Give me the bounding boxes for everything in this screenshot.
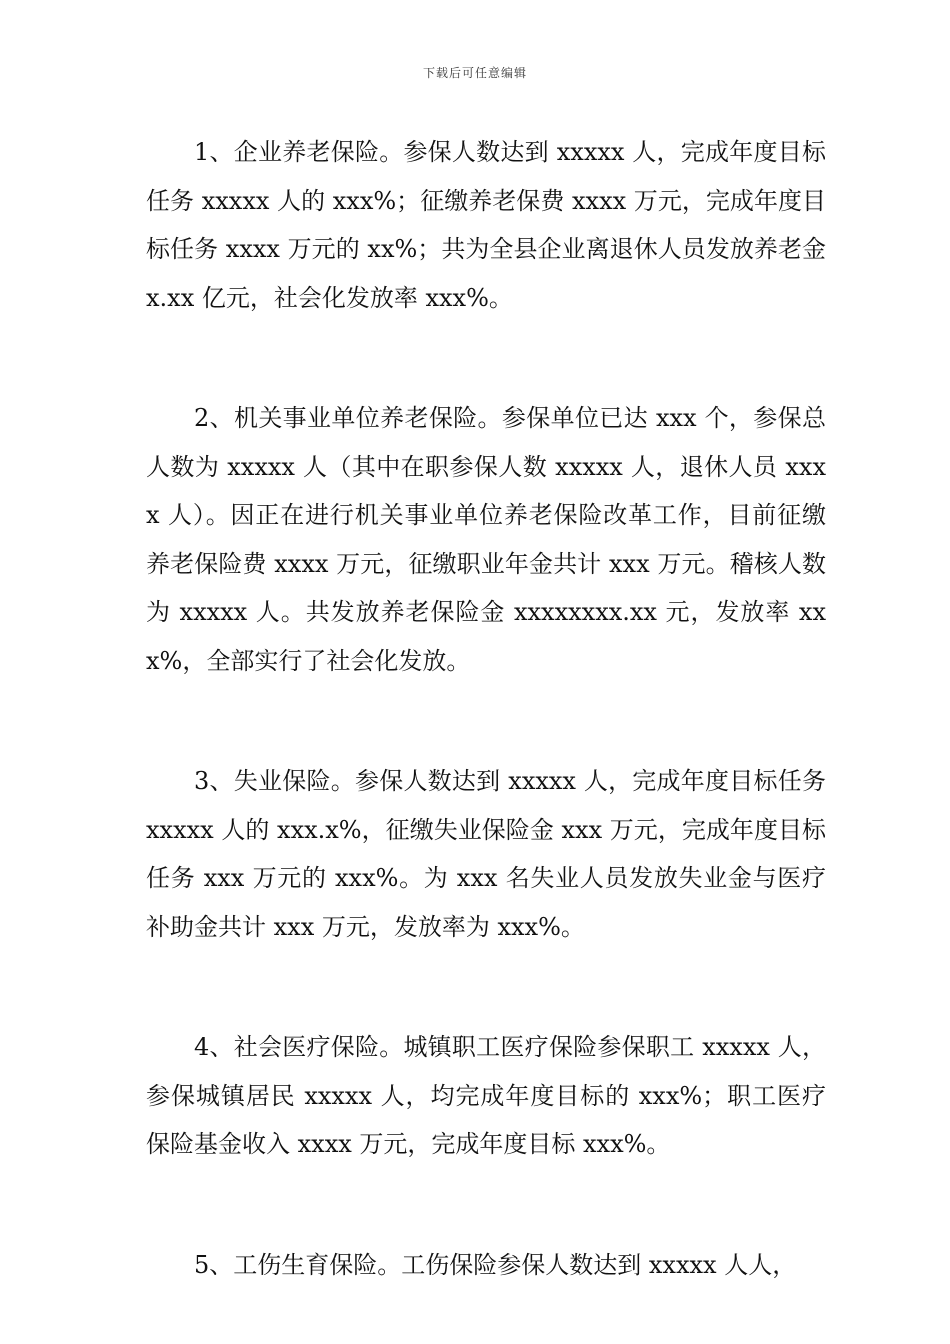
paragraph-enterprise-pension: 1、企业养老保险。参保人数达到 xxxxx 人，完成年度目标任务 xxxxx 人的 xxx%；征缴养老保费 xxxx 万元，完成年度目标任务 xxxx 万元的 xx%；共为全县企业离退休人员发放养老金 x.xx 亿元，社会化发放率 xxx%。	[146, 138, 826, 312]
paragraph-institution-pension: 2、机关事业单位养老保险。参保单位已达 xxx 个，参保总人数为 xxxxx 人（其中在职参保人数 xxxxx 人，退休人员 xxxx 人）。因正在进行机关事业单位养老保险改革工作，目前征缴养老保险费 xxxx 万元，征缴职业年金共计 xxx 万元。稽核人数为 xxxxx 人。共发放养老保险金 xxxxxxxx.xx 元，发放率 xxx%，全部实行了社会化发放。	[146, 404, 826, 675]
paragraph-unemployment-insurance: 3、失业保险。参保人数达到 xxxxx 人，完成年度目标任务 xxxxx 人的 xxx.x%，征缴失业保险金 xxx 万元，完成年度目标任务 xxx 万元的 xxx%。为 xxx 名失业人员发放失业金与医疗补助金共计 xxx 万元，发放率为 xxx%。	[146, 767, 826, 941]
paragraph-injury-maternity-insurance: 5、工伤生育保险。工伤保险参保人数达到 xxxxx 人人，	[194, 1250, 797, 1279]
paragraph-medical-insurance: 4、社会医疗保险。城镇职工医疗保险参保职工 xxxxx 人，参保城镇居民 xxxxx 人，均完成年度目标的 xxx%；职工医疗保险基金收入 xxxx 万元，完成年度目标 xxx%。	[146, 1033, 826, 1158]
document-body	[146, 128, 826, 1289]
header-note: 下载后可任意编辑	[422, 66, 527, 80]
